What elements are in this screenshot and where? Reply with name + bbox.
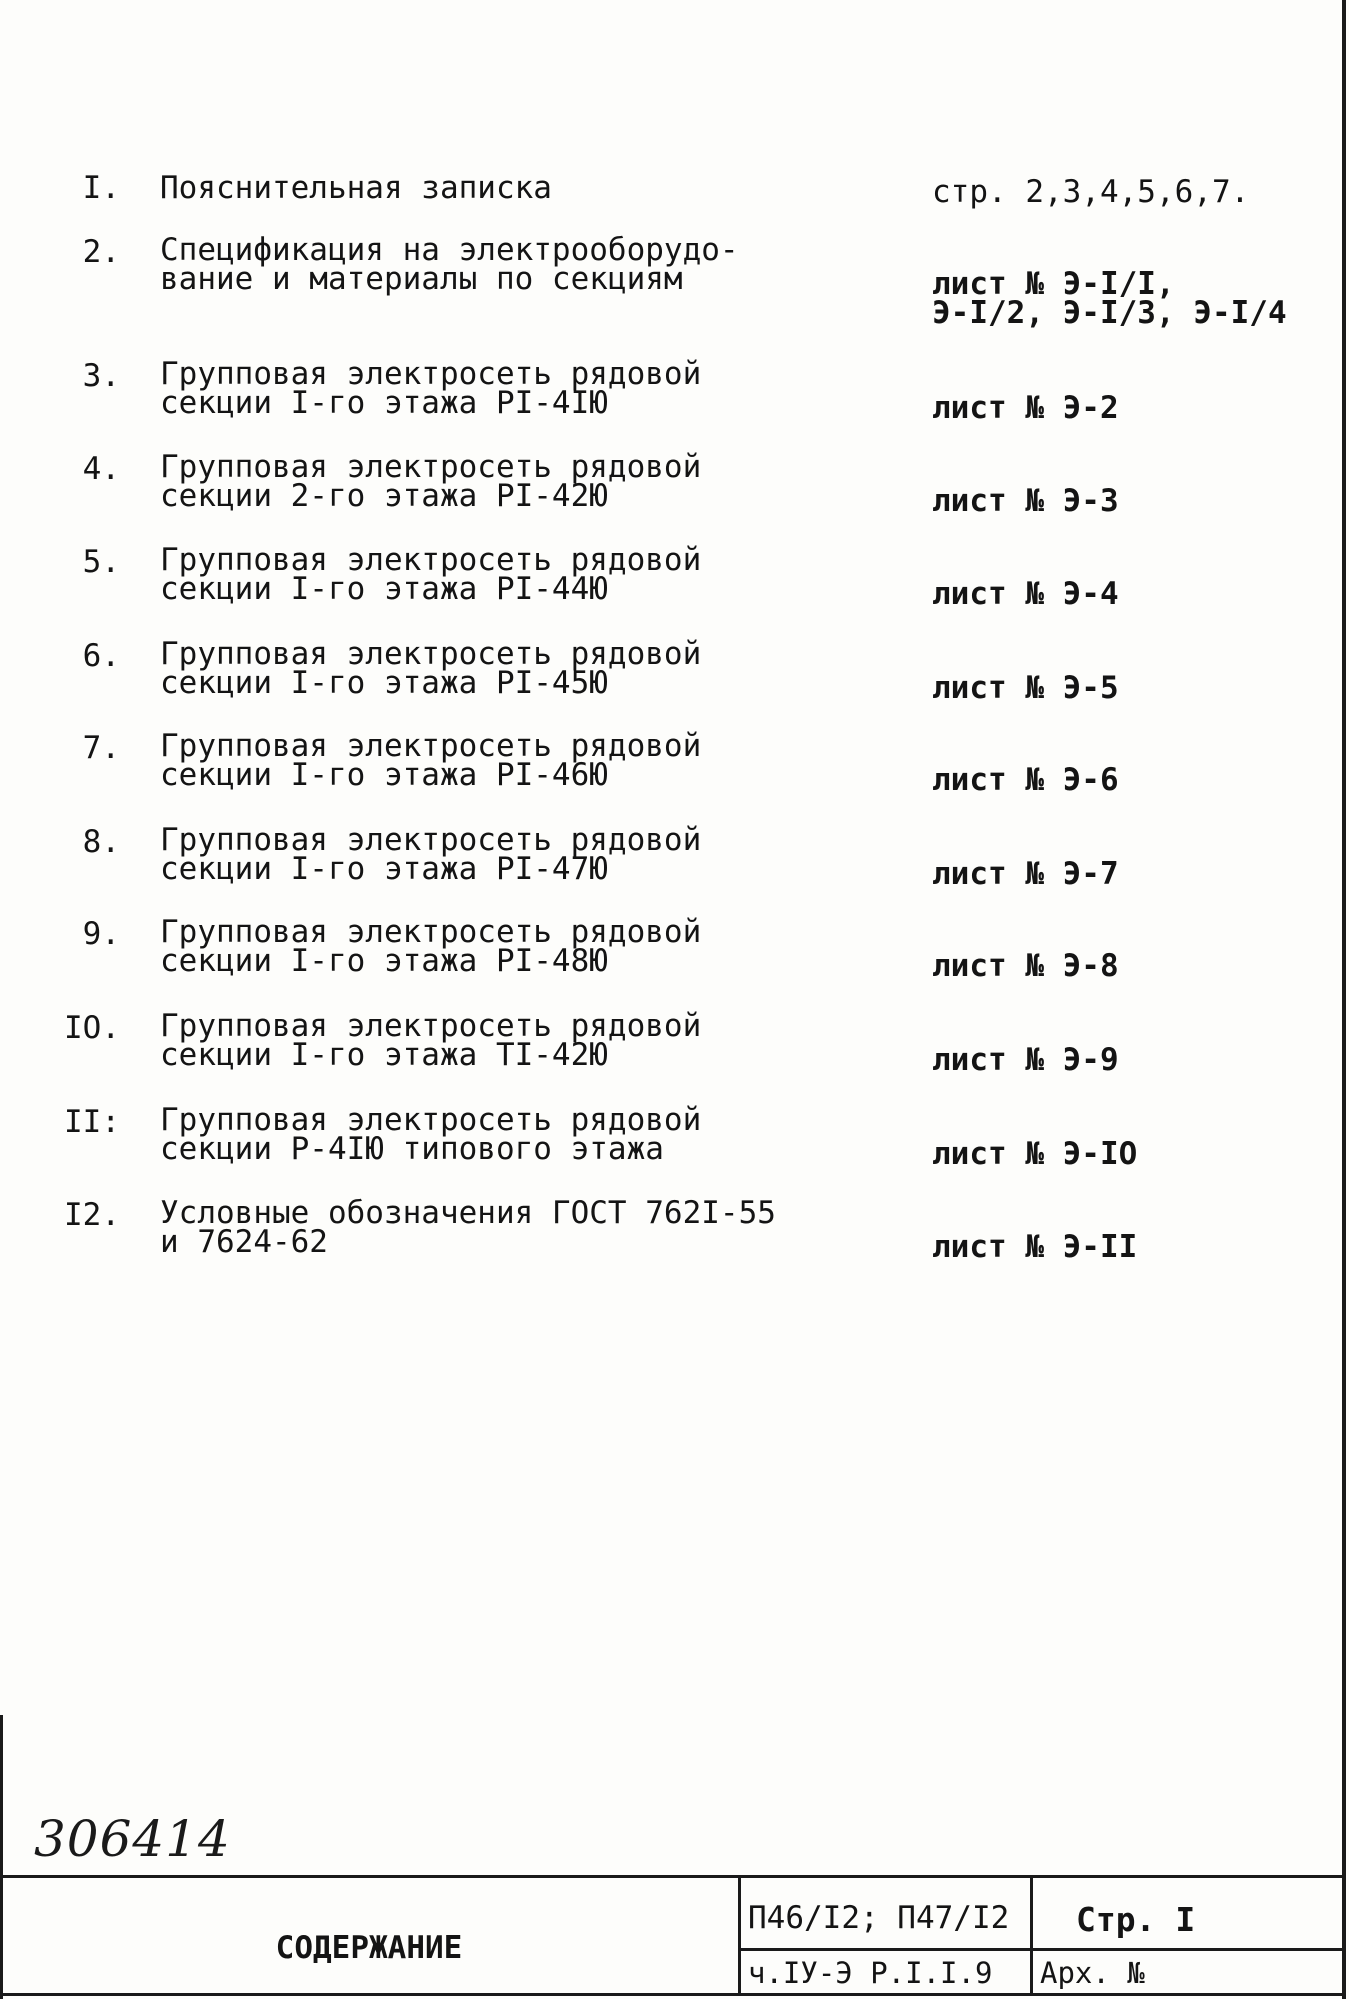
inventory-number: 306414 [34, 1810, 231, 1868]
stamp-part-code: ч.IУ-Э Р.I.I.9 [748, 1956, 993, 1990]
entry-title: Условные обозначения ГОСТ 762I-55 и 7624-62 [160, 1195, 776, 1260]
entry-title: Спецификация на электрооборудо- вание и материалы по секциям [160, 232, 739, 297]
entry-reference: лист № Э-8 [932, 948, 1119, 984]
entry-title: Групповая электросеть рядовой секции P-4IЮ типового этажа [160, 1102, 702, 1167]
entry-reference: лист № Э-9 [932, 1042, 1119, 1078]
entry-reference: лист № Э-4 [932, 576, 1119, 612]
entry-number: 2. [82, 234, 120, 270]
stamp-divider [738, 1875, 741, 1996]
entry-title: Пояснительная записка [160, 170, 552, 206]
stamp-project-code: П46/I2; П47/I2 [748, 1900, 1010, 1936]
entry-title: Групповая электросеть рядовой секции I-го этажа TI-42Ю [160, 1008, 702, 1073]
entry-reference: лист № Э-IO [932, 1136, 1138, 1172]
entry-number: 5. [82, 544, 120, 580]
page-border-right [1342, 0, 1346, 1999]
entry-number: II: [64, 1104, 120, 1140]
entry-reference: лист № Э-3 [932, 483, 1119, 519]
entry-reference: лист № Э-6 [932, 762, 1119, 798]
entry-title: Групповая электросеть рядовой секции I-го этажа PI-48Ю [160, 914, 702, 979]
stamp-divider [738, 1948, 1346, 1951]
stamp-border-bottom [0, 1993, 1346, 1996]
stamp-archive-number: Арх. № [1040, 1956, 1145, 1990]
entry-reference: стр. 2,3,4,5,6,7. [932, 174, 1250, 210]
entry-number: I2. [64, 1197, 120, 1233]
entry-number: 8. [82, 824, 120, 860]
entry-title: Групповая электросеть рядовой секции I-го этажа PI-44Ю [160, 542, 702, 607]
stamp-title: СОДЕРЖАНИЕ [275, 1930, 463, 1966]
entry-reference: лист № Э-I/I, Э-I/2, Э-I/3, Э-I/4 [932, 266, 1287, 331]
entry-number: 9. [82, 916, 120, 952]
entry-number: 6. [82, 638, 120, 674]
stamp-border-top [0, 1875, 1346, 1878]
stamp-page-number: Стр. I [1076, 1900, 1196, 1939]
entry-reference: лист № Э-5 [932, 670, 1119, 706]
entry-reference: лист № Э-II [932, 1229, 1138, 1265]
stamp-divider [1030, 1875, 1033, 1996]
entry-number: 3. [82, 358, 120, 394]
entry-title: Групповая электросеть рядовой секции I-го этажа PI-45Ю [160, 636, 702, 701]
entry-title: Групповая электросеть рядовой секции I-го этажа PI-4IЮ [160, 356, 702, 421]
entry-reference: лист № Э-7 [932, 856, 1119, 892]
entry-number: 4. [82, 451, 120, 487]
entry-reference: лист № Э-2 [932, 390, 1119, 426]
entry-title: Групповая электросеть рядовой секции I-го этажа PI-46Ю [160, 728, 702, 793]
entry-number: IO. [64, 1010, 120, 1046]
entry-number: 7. [82, 730, 120, 766]
entry-number: I. [82, 170, 120, 206]
entry-title: Групповая электросеть рядовой секции I-го этажа PI-47Ю [160, 822, 702, 887]
entry-title: Групповая электросеть рядовой секции 2-го этажа PI-42Ю [160, 449, 702, 514]
